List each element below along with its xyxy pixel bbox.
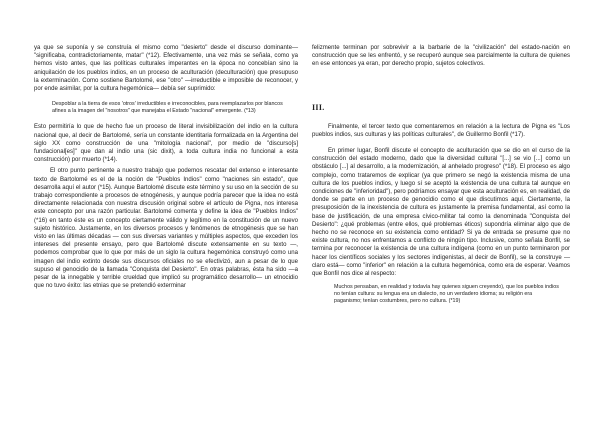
left-paragraph-1: ya que se suponía y se construía el mismo como "desierto" desde el discurso dominante— "significaba, contradictoriamente, matar" (*12). Efectivamente, una vez más se señala, como ya hemos visto antes, que las políticas culturales imperantes en la época no concebían sino la aniquilación de los pueblos indios, en un proceso de aculturación (deculturación) que presupuso la exterminación. Como sostiene Bartolomé, ese "otro" —irreductible e imposible de reconocer, y por ende asimilar, por la cultura hegemónica— debía ser suprimido: — [34, 45, 298, 93]
section-gap — [312, 69, 570, 103]
paragraph-gap — [312, 139, 570, 147]
left-paragraph-2: Esto permitiría lo que de hecho fue un proceso de literal invisibilización del indio en la cultura nacional que, al decir de Bartolomé, sería un constante identitaria formalizada en la Argentina del siglo XX como construcción de una "mitología nacional", por medio de "discurso[s] fundacional[es]" que dan al indio una (sic dixit), a toda cultura india no funcional a esta construcción) por muerto (*14). — [34, 124, 298, 164]
right-paragraph-3: En primer lugar, Bonfil discute el concepto de aculturación que se dio en el curso de la construcción del estado moderno, dado que la diversidad cultural "[...] se vio [...] como un obstáculo [...] al desarrollo, a la modernización, al anhelado progreso" (*18). El proceso es algo complejo, como trataremos de explicar (ya que primero se negó la existencia misma de una cultura de los pueblos indios, y luego sí se aceptó la existencia de una cultura tal aunque en condiciones de "inferioridad"), pero podríamos ensayar que esta aculturación es, en realidad, de donde se parte en un proceso de genocidio como el que discutimos aquí. Ciertamente, la presuposición de la inexistencia de cultura es justamente la premisa fundamental, así como la base de justificación, de una empresa cívico-militar tal como la denominada "Conquista del Desierto": ¿qué problemas (entre ellos, qué problemas éticos) supondría eliminar algo que de hecho no se reconoce en su existencia como entidad? Si ya de entrada se presume que no existe cultura, no nos enfrentamos a conflicto de ningún tipo. Inclusive, como señala Bonfil, se termina por reconocer la existencia de una cultura indígena (como en un punto terminaron por hacer los científicos sociales y los sectores indigenistas, al decir de Bonfil), se la construye —claro está— como "inferior" en relación a la cultura hegemónica, como era de esperar. Veamos que Bonfil nos dice al respecto: — [312, 148, 570, 278]
right-block-quote: Muchos pensaban, en realidad y todavía hay quienes siguen creyendo), que los pueblos indios no tenían cultura: su lengua era un dialecto, no un verdadero idioma; su religión era paganismo; tenían costumbres, pero no cultura. (*19) — [334, 284, 559, 305]
left-paragraph-3: El otro punto pertinente a nuestro trabajo que podemos rescatar del extenso e interesante texto de Bartolomé es el de la noción de "Pueblos Indios" como "naciones sin estado", que desarrolla aquí el autor (*15). Aunque Bartolomé discute este término y su uso en la sección de su trabajo correspondiente a procesos de etnogénesis, y aunque podría parecer que la idea no está directamente relacionada con nuestra discusión original sobre el artículo de Pigna, nos interesa este concepto por una razón particular. Bartolomé comenta y define la idea de "Pueblos Indios" (*16) en tanto éste es un concepto ciertamente válido y legítimo en la constitución de un nuevo sujeto histórico. Justamente, en los diversos procesos y fenómenos de etnogénesis que se han visto en las últimas décadas — con sus diversas variantes y múltiples aspectos, que exceden los intereses del presente ensayo, pero que Bartolomé discute extensamente en su texto —, podemos comprobar que lo que por más de un siglo la cultura hegemónica construyó como una imagen del indio extinto desde sus discursos oficiales no se efectivizó, aun a pesar de lo que supuso el genocidio de la llamada "Conquista del Desierto". En otras palabras, ésta ha sido —a pesar de la innegable y terrible crueldad que implicó su programático desarrollo— un etnocidio que no tuvo éxito: las etnias que se pretendió exterminar — [34, 168, 298, 290]
right-paragraph-2: Finalmente, el tercer texto que comentaremos en relación a la lectura de Pigna es "Los pueblos indios, sus culturas y las políticas culturales", de Guillermo Bonfil (*17). — [312, 123, 570, 138]
left-block-quote: Despoblar a la tierra de esos 'otros' irreductibles e irreconocibles, para reemplazarlos por blancos afines a la imagen del "nosotros" que manejaba el Estado "nacional" emergente. (*13) — [52, 101, 283, 115]
left-page-column — [34, 44, 298, 290]
right-paragraph-1: felizmente terminan por sobrevivir a la barbarie de la "civilización" del estado-nación en construcción que se les enfrentó, y se recuperó aunque sea parcialmente la cultura de quienes en ese entonces ya eran, por derecho propio, sujetos colectivos. — [312, 45, 570, 68]
section-heading: III. — [312, 102, 325, 112]
right-page-column — [312, 44, 570, 306]
